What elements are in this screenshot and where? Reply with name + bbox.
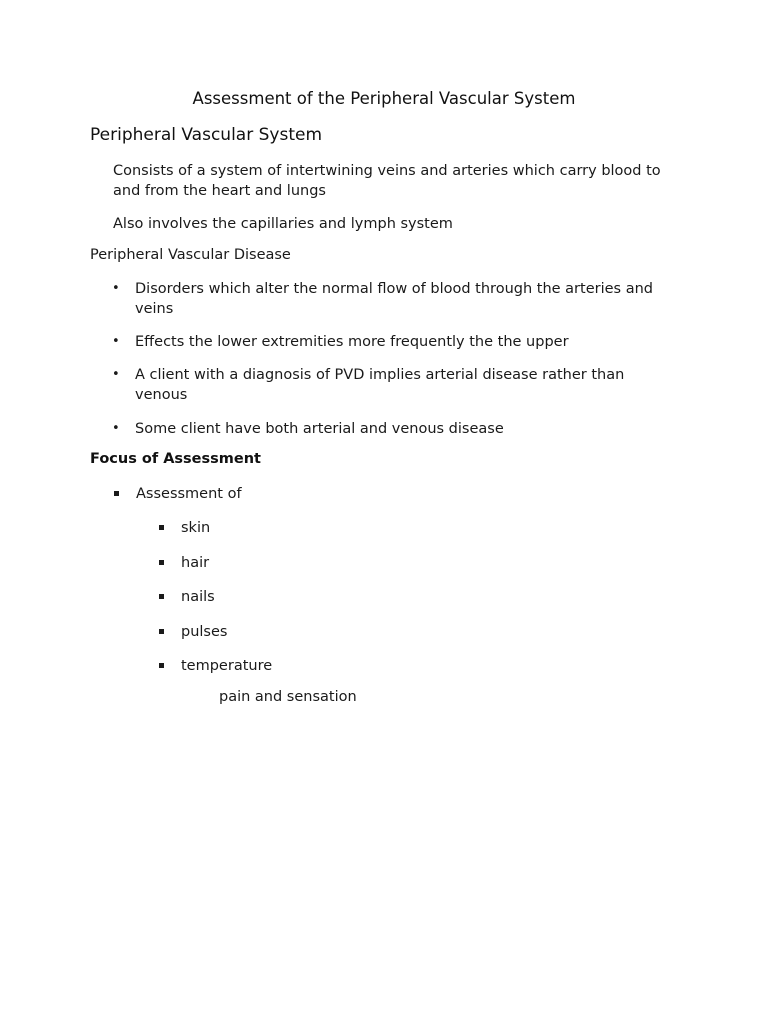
square-bullet-icon xyxy=(159,629,164,634)
subheading-pvd: Peripheral Vascular Disease xyxy=(90,247,291,263)
bullet-marker: • xyxy=(112,367,120,382)
square-bullet-icon xyxy=(159,560,164,565)
bullet-text: Disorders which alter the normal flow of blood through the arteries and veins xyxy=(135,281,653,317)
bullet-marker: • xyxy=(112,334,120,349)
focus-item-text: Assessment of xyxy=(136,486,242,502)
focus-subitem-text: skin xyxy=(181,520,211,536)
bullet-text: A client with a diagnosis of PVD implies arterial disease rather than venous xyxy=(135,367,625,403)
square-bullet-icon xyxy=(159,594,164,599)
focus-subitem-text: nails xyxy=(181,589,215,605)
square-bullet-icon xyxy=(114,491,119,496)
paragraph-intro xyxy=(113,161,673,201)
trailing-text: pain and sensation xyxy=(219,689,357,705)
focus-subitem-text: pulses xyxy=(181,624,228,640)
document-title: Assessment of the Peripheral Vascular System xyxy=(192,89,576,108)
bullet-marker: • xyxy=(112,421,120,436)
focus-heading: Focus of Assessment xyxy=(90,451,261,467)
bullet-marker: • xyxy=(112,281,120,296)
section-heading: Peripheral Vascular System xyxy=(90,125,323,145)
paragraph-capillaries: Also involves the capillaries and lymph system xyxy=(113,216,453,232)
square-bullet-icon xyxy=(159,663,164,668)
paragraph-text: Consists of a system of intertwining veins and arteries which carry blood to and from the heart and lungs xyxy=(113,163,661,199)
focus-subitem-text: hair xyxy=(181,555,210,571)
focus-subitem-text: temperature xyxy=(181,658,273,674)
bullet-text: Effects the lower extremities more frequently the the upper xyxy=(135,334,569,350)
bullet-text: Some client have both arterial and venous disease xyxy=(135,421,504,437)
square-bullet-icon xyxy=(159,525,164,530)
